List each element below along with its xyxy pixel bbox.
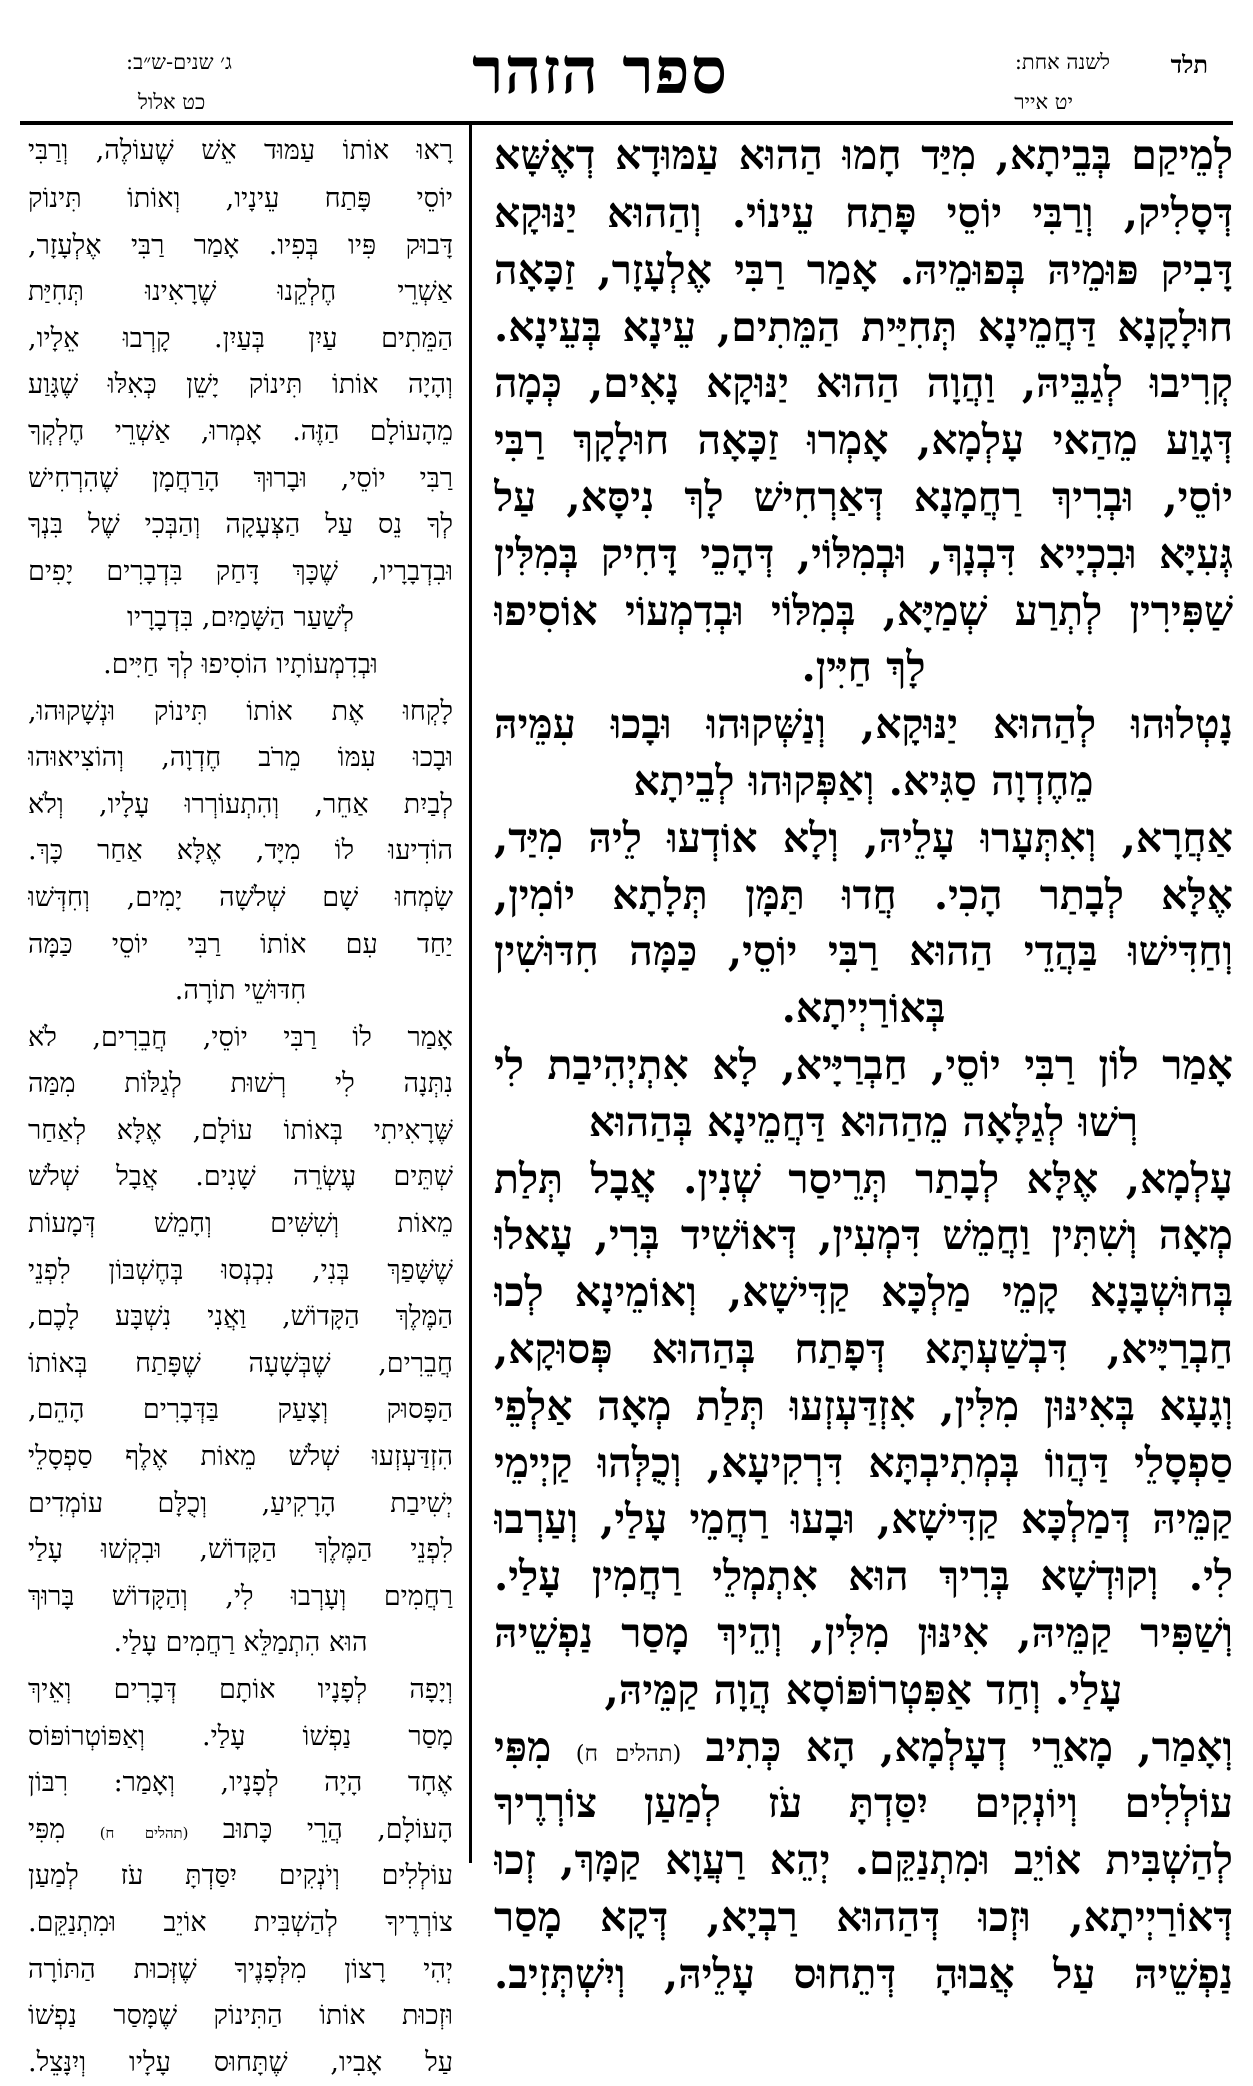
- citation: (תהלים ח): [99, 1823, 189, 1842]
- text-line: בְּאוֹרַיְיתָא.: [781, 984, 946, 1033]
- text-line: וְחַדִּישׁוּ בַּהֲדֵי הַהוּא רַבִּי יוֹסֵי, כַּמָּה חִדּוּשִׁין: [494, 927, 1233, 976]
- text-line: מְאָה וְשִׁתִּין וַחֲמֵשׁ דִּמְעִין, דְּאוֹשִׁיד בְּרִי, עָאלוּ: [494, 1211, 1233, 1260]
- text-line: לָךְ חַיִּין.: [801, 643, 926, 692]
- text-line: עוֹלְלִים וְיוֹנְקִים יִסַּדְתָּ עֹז לְמַעַן צוֹרְרֶיךָ: [494, 1779, 1233, 1828]
- text-line: הַמֵּתִים עַיִן בְּעַיִן. קָרְבוּ אֵלָיו,: [28, 322, 453, 354]
- text-line: צוֹרְרֶיךָ לְהַשְׁבִּית אוֹיֵב וּמִתְנַקֵּם.: [28, 1906, 453, 1938]
- text-line: גְּעִיָּא וּבִכְיָיא דִּבְנָךְ, וּבְמִלּוֹי, דְּהָכֵי דָּחִיק בְּמִלִּין: [494, 529, 1233, 578]
- text-line: וְהָיָה אוֹתוֹ תִּינוֹק יָשֵׁן כְּאִלּוּ שֶׁגָּוַע: [28, 369, 453, 401]
- text-line: לְךָ נֵס עַל הַצְּעָקָה וְהַבְּכִי שֶׁל בִּנְךָ: [28, 509, 453, 541]
- text-line: יְהִי רָצוֹן מִלְּפָנֶיךָ שֶׁזְּכוּת הַתּוֹרָה: [28, 1953, 453, 1985]
- text-line: חַבְרַיָּיא, דִּבְשַׁעְתָּא דְּפָתַח בְּהַהוּא פְּסוּקָא,: [494, 1324, 1233, 1373]
- text-line: וּבִדְבָרָיו, שֶׁכָּךְ דָּחַק בִּדְבָרִים יָפִים: [28, 555, 453, 587]
- text-line: שְׁתֵּים עֶשְׂרֵה שָׁנִים. אֲבָל שְׁלֹשׁ: [28, 1161, 453, 1193]
- text-line: דָּבִיק פּוּמֵיהּ בְּפוּמֵיהּ. אָמַר רַבִּי אֶלְעָזָר, זַכָּאָה: [494, 245, 1233, 294]
- column-divider: [469, 123, 472, 1863]
- text-line: יְשִׁיבַת הָרָקִיעַ, וְכֻלָּם עוֹמְדִים: [28, 1487, 453, 1519]
- text-line: הוֹדִיעוּ לוֹ מִיָּד, אֶלָּא אַחַר כָּךְ.: [28, 835, 453, 867]
- text-line: שֶׁשָּׁפַךְ בְּנִי, נִכְנְסוּ בְּחֶשְׁבּוֹן לִפְנֵי: [28, 1254, 453, 1286]
- text-line: סַפְסָלֵי דַּהֲווֹ בְּמְתִיבְתָּא דִּרְקִיעָא, וְכֻלְּהוּ קַיְימֵי: [494, 1438, 1233, 1487]
- text-line: דְּגָוַע מֵהַאי עָלְמָא, אָמְרוּ זַכָּאָה חוּלָקָךְ רַבִּי: [494, 416, 1233, 465]
- text-line: וּבָכוּ עִמּוֹ מֵרֹב חֶדְוָה, וְהוֹצִיאוּהוּ: [28, 742, 453, 774]
- text-line: עָלְמָא, אֶלָּא לְבָתַר תְּרֵיסַר שְׁנִין. אֲבָל תְּלַת: [494, 1154, 1233, 1203]
- page-number: תלד: [1170, 50, 1208, 79]
- text-line: נַפְשֵׁיהּ עַל אֲבוּהָ דְּתֵחוּס עָלֵיהּ, וְיִשְׁתְּזִיב.: [494, 1949, 1233, 1998]
- text-line: לְשַׁעַר הַשָּׁמַיִם, בִּדְבָרָיו: [127, 602, 354, 634]
- text-line: הָעוֹלָם, הֲרֵי כָּתוּב (תהלים ח) מִפִּי: [28, 1813, 453, 1845]
- text-line: עוֹלְלִים וְיֹנְקִים יִסַּדְתָּ עֹז לְמַעַן: [28, 1860, 453, 1892]
- aramaic-text-column: [494, 126, 1233, 2003]
- text-line: אָמַר לוֹ רַבִּי יוֹסֵי, חֲבֵרִים, לֹא: [28, 1021, 453, 1053]
- text-line: עַל אָבִיו, שֶׁתָּחוּס עָלָיו וְיִנָּצֵל.: [28, 2046, 453, 2078]
- text-line: חִדּוּשֵׁי תוֹרָה.: [174, 975, 307, 1007]
- text-line: הַמֶּלֶךְ הַקָּדוֹשׁ, וַאֲנִי נִשְׁבָּע לָכֶם,: [28, 1301, 453, 1333]
- book-title: ספר הזהר: [472, 34, 728, 109]
- text-line: לִי. וְקוּדְשָׁא בְּרִיךְ הוּא אִתְמְלֵי רַחֲמִין עָלַי.: [494, 1552, 1233, 1601]
- text-line: מֵהָעוֹלָם הַזֶּה. אָמְרוּ, אַשְׁרֵי חֶלְקְךָ: [28, 415, 453, 447]
- text-line: לְמֵיקַם בְּבֵיתָא, מִיַּד חָמוּ הַהוּא עַמּוּדָא דְאֶשָּׁא: [494, 131, 1233, 179]
- page-header: [0, 0, 1253, 125]
- text-line: הוּא הִתְמַלֵּא רַחֲמִים עָלַי.: [113, 1627, 368, 1659]
- text-line: אֶחָד הָיָה לְפָנָיו, וְאָמַר: רִבּוֹן: [28, 1767, 453, 1799]
- text-line: חוּלָקָנָא דַּחֲמֵינָא תְּחִיַּית הַמֵּתִים, עֵינָא בְּעֵינָא.: [494, 302, 1233, 351]
- text-line: קַמֵּיהּ דְּמַלְכָּא קַדִּישָׁא, וּבָעוּ רַחֲמֵי עָלַי, וְעַרְבוּ: [494, 1495, 1233, 1544]
- text-line: יוֹסֵי פָּתַח עֵינָיו, וְאוֹתוֹ תִּינוֹק: [28, 183, 453, 214]
- text-line: וְשַׁפִּיר קַמֵּיהּ, אִינּוּן מִלִּין, וְהֵיךְ מָסַר נַפְשֵׁיהּ: [494, 1608, 1233, 1657]
- citation: (תהלים ח): [575, 1740, 682, 1767]
- text-line: דְּסָלִיק, וְרַבִּי יוֹסֵי פָּתַח עֵינוֹי. וְהַהוּא יַנּוּקָא: [494, 189, 1233, 237]
- text-line: מֵאוֹת וְשִׁשִּׁים וְחָמֵשׁ דְּמָעוֹת: [28, 1208, 453, 1240]
- text-line: שַׁפִּירִין לְתְרַע שְׁמַיָּא, בְּמִלּוֹי וּבְדִמְעוֹי אוֹסִיפוּ: [494, 586, 1233, 635]
- text-line: וּזְכוּת אוֹתוֹ הַתִּינוֹק שֶׁמָּסַר נַפְשׁוֹ: [28, 2000, 453, 2032]
- schedule-one-year-date: יט אייר: [1014, 90, 1073, 114]
- text-line: לְהַשְׁבִּית אוֹיֵב וּמִתְנַקֵּם. יְהֵא רַעֲוָא קַמָּךְ, זְכוּ: [494, 1836, 1233, 1885]
- text-line: עָלַי. וְחַד אַפִּטְרוֹפּוֹסָא הֲוָה קַמֵּיהּ,: [604, 1665, 1123, 1714]
- text-line: מֵחֶדְוָה סַגִּיא. וְאַפְּקוּהוּ לְבֵיתָא: [633, 756, 1094, 805]
- text-line: לָקְחוּ אֶת אוֹתוֹ תִּינוֹק וּנְשָׁקוּהוּ,: [28, 695, 453, 727]
- text-line: אֶלָּא לְבָתַר הָכִי. חֲדוּ תַּמָּן תְּלָתָא יוֹמִין,: [494, 870, 1233, 919]
- text-line: נִתְּנָה לִי רְשׁוּת לְגַלּוֹת מִמַּה: [28, 1068, 453, 1100]
- text-line: לִפְנֵי הַמֶּלֶךְ הַקָּדוֹשׁ, וּבִקְשׁוּ עָלַי: [28, 1534, 453, 1566]
- text-line: אַשְׁרֵי חֶלְקֵנוּ שֶׁרָאִינוּ תְּחִיַּת: [28, 276, 453, 308]
- text-line: אָמַר לוֹן רַבִּי יוֹסֵי, חַבְרַיָּיא, לָא אִתְיְהִיבַת לִי: [494, 1040, 1233, 1089]
- text-line: קְרִיבוּ לְגַבֵּיהּ, וַהֲוָה הַהוּא יַנּוּקָא נָאִים, כְּמָה: [494, 359, 1233, 408]
- text-line: חֲבֵרִים, שֶׁבְּשָׁעָה שֶׁפָּתַח בְּאוֹתוֹ: [28, 1347, 453, 1379]
- text-line: אַחֲרָא, וְאִתְּעָרוּ עָלֵיהּ, וְלָא אוֹדְעוּ לֵיהּ מִיַּד,: [494, 813, 1233, 862]
- text-line: הִזְדַּעְזְעוּ שְׁלֹשׁ מֵאוֹת אֶלֶף סַפְסָלֵי: [28, 1441, 453, 1473]
- text-line: נָטְלוּהוּ לְהַהוּא יַנּוּקָא, וְנַשְּׁקוּהוּ וּבָכוּ עִמֵּיהּ: [494, 700, 1233, 749]
- text-line: רְשׁוּ לְגַלָּאָה מֵהַהוּא דַּחֲמֵינָא בְּהַהוּא: [588, 1097, 1139, 1146]
- text-line: יַחַד עִם אוֹתוֹ רַבִּי יוֹסֵי כַּמָּה: [28, 928, 453, 960]
- text-line: רַחֲמִים וְעָרְבוּ לִי, וְהַקָּדוֹשׁ בָּרוּךְ: [28, 1580, 453, 1612]
- text-line: וְיָפָה לְפָנָיו אוֹתָם דְּבָרִים וְאֵיךְ: [28, 1674, 453, 1705]
- text-line: וּבְדִמְעוֹתָיו הוֹסִיפוּ לְךָ חַיִּים.: [103, 648, 378, 680]
- text-line: מָסַר נַפְשׁוֹ עָלַי. וְאַפּוֹטְרוֹפּוֹס: [28, 1720, 453, 1752]
- text-line: רַבִּי יוֹסֵי, וּבָרוּךְ הָרַחֲמָן שֶׁהִרְחִישׁ: [28, 462, 453, 494]
- text-line: יוֹסֵי, וּבְרִיךְ רַחֲמָנָא דְּאַרְחִישׁ לָךְ נִיסָּא, עַל: [494, 472, 1233, 521]
- text-line: דְּאוֹרַיְיתָא, וּזְכוּ דְּהַהוּא רַבְיָא, דְּקָא מָסַר: [494, 1892, 1233, 1941]
- hebrew-translation-column: [28, 126, 453, 2086]
- text-line: שָׂמְחוּ שָׁם שְׁלֹשָׁה יָמִים, וְחִדְּשׁוּ: [28, 881, 453, 913]
- schedule-one-year: לשנה אחת:: [1014, 50, 1110, 74]
- text-line: רָאוּ אוֹתוֹ עַמּוּד אֵשׁ שֶׁעוֹלֶה, וְרַבִּי: [28, 135, 453, 166]
- text-line: הַפָּסוּק וְצָעַק בַּדְּבָרִים הָהֵם,: [28, 1394, 453, 1426]
- header-rule: [20, 121, 1233, 125]
- schedule-three-years: ג׳ שנים-ש״ב:: [126, 50, 232, 74]
- text-line: דָּבוּק פִּיו בְּפִיו. אָמַר רַבִּי אֶלְעָזָר,: [28, 229, 453, 261]
- text-line: שֶּׁרָאִיתִי בְּאוֹתוֹ עוֹלָם, אֶלָּא לְאַחַר: [28, 1114, 453, 1146]
- text-line: לְבַיִת אַחֵר, וְהִתְעוֹרְרוּ עָלָיו, וְלֹא: [28, 788, 453, 820]
- schedule-three-years-date: כט אלול: [138, 90, 206, 114]
- text-line: בְּחוּשְׁבָּנָא קָמֵי מַלְכָּא קַדִּישָׁא, וְאוֹמֵינָא לְכוּ: [494, 1268, 1233, 1317]
- text-line: וְאָמַר, מָארֵי דְעָלְמָא, הָא כְּתִיב (תהלים ח) מִפִּי: [494, 1722, 1233, 1771]
- text-line: וְגָעָא בְּאִינּוּן מִלִּין, אִזְדַּעְזְעוּ תְּלַת מְאָה אַלְפֵי: [494, 1381, 1233, 1430]
